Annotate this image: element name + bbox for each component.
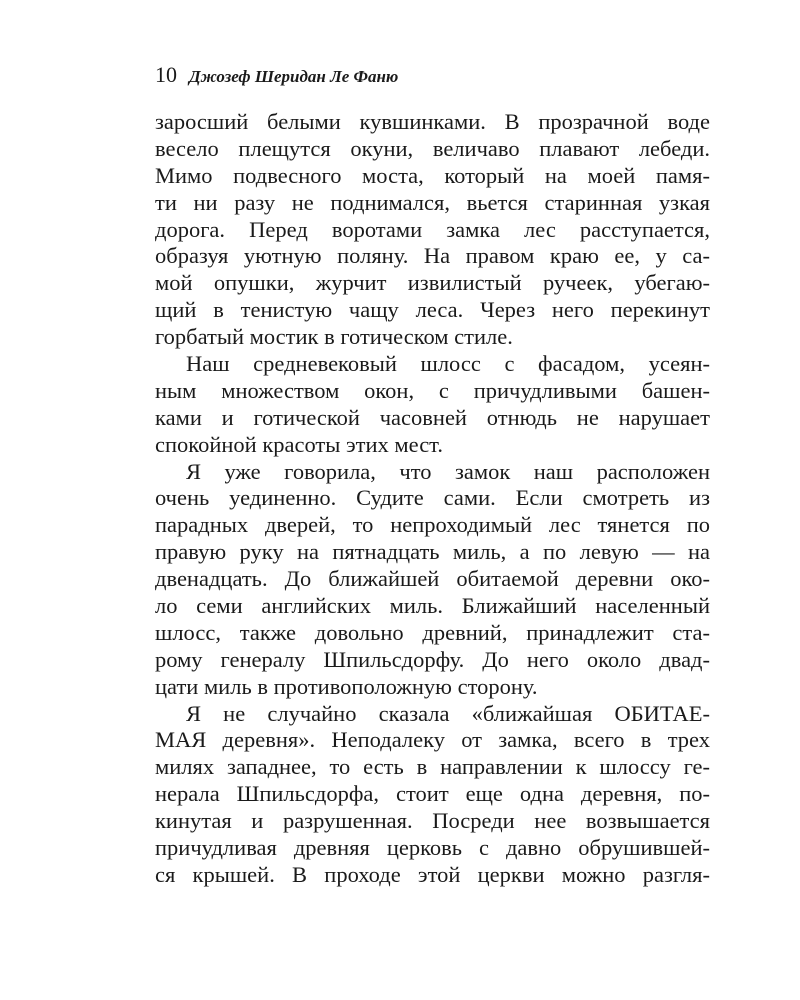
text-line: нерала Шпильсдорфа, стоит еще одна деревня, по-: [155, 781, 710, 807]
text-line: причудливая древняя церковь с давно обрушившей-: [155, 835, 710, 861]
text-line: кинутая и разрушенная. Посреди нее возвышается: [155, 808, 710, 834]
text-line: милях западнее, то есть в направлении к шлоссу ге-: [155, 754, 710, 780]
page-number: 10: [155, 62, 177, 87]
text-line: Я уже говорила, что замок наш расположен: [186, 458, 710, 484]
text-line: шлосс, также довольно древний, принадлежит ста-: [155, 619, 710, 645]
text-line: ло семи английских миль. Ближайший населенный: [155, 593, 710, 619]
text-line: рому генералу Шпильсдорфу. До него около двад-: [155, 646, 710, 672]
text-line: МАЯ деревня». Неподалеку от замка, всего в трех: [155, 727, 710, 753]
text-line: Наш средневековый шлосс с фасадом, усеян-: [186, 351, 710, 377]
text-line: щий в тенистую чащу леса. Через него перекинут: [155, 297, 710, 323]
text-line: двенадцать. До ближайшей обитаемой деревни око-: [155, 566, 710, 592]
text-line: ным множеством окон, с причудливыми башен-: [155, 377, 710, 403]
text-line: заросший белыми кувшинками. В прозрачной воде: [155, 109, 710, 134]
body-text: [155, 109, 710, 889]
text-line: парадных дверей, то непроходимый лес тянется по: [155, 512, 710, 538]
text-line: ками и готической часовней отнюдь не нарушает: [155, 404, 710, 430]
text-line: образуя уютную поляну. На правом краю ее, у са-: [155, 243, 710, 269]
text-line: цати миль в противоположную сторону.: [155, 673, 538, 699]
text-line: ся крышей. В проходе этой церкви можно разгля-: [155, 861, 710, 887]
text-line: мой опушки, журчит извилистый ручеек, убегаю-: [155, 270, 710, 296]
running-header: [155, 62, 710, 100]
text-line: правую руку на пятнадцать миль, а по левую — на: [155, 539, 710, 565]
running-title: Джозеф Шеридан Ле Фаню: [189, 67, 399, 86]
book-page: [155, 62, 710, 889]
text-line: дорога. Перед воротами замка лес расступается,: [155, 216, 710, 242]
text-line: весело плещутся окуни, величаво плавают лебеди.: [155, 135, 710, 161]
text-line: очень уединенно. Судите сами. Если смотреть из: [155, 485, 710, 511]
text-line: спокойной красоты этих мест.: [155, 431, 443, 457]
text-line: Я не случайно сказала «ближайшая ОБИТАЕ-: [186, 700, 710, 726]
text-line: ти ни разу не поднимался, вьется старинная узкая: [155, 189, 710, 215]
text-line: Мимо подвесного моста, который на моей памя-: [155, 162, 710, 188]
text-line: горбатый мостик в готическом стиле.: [155, 324, 513, 350]
